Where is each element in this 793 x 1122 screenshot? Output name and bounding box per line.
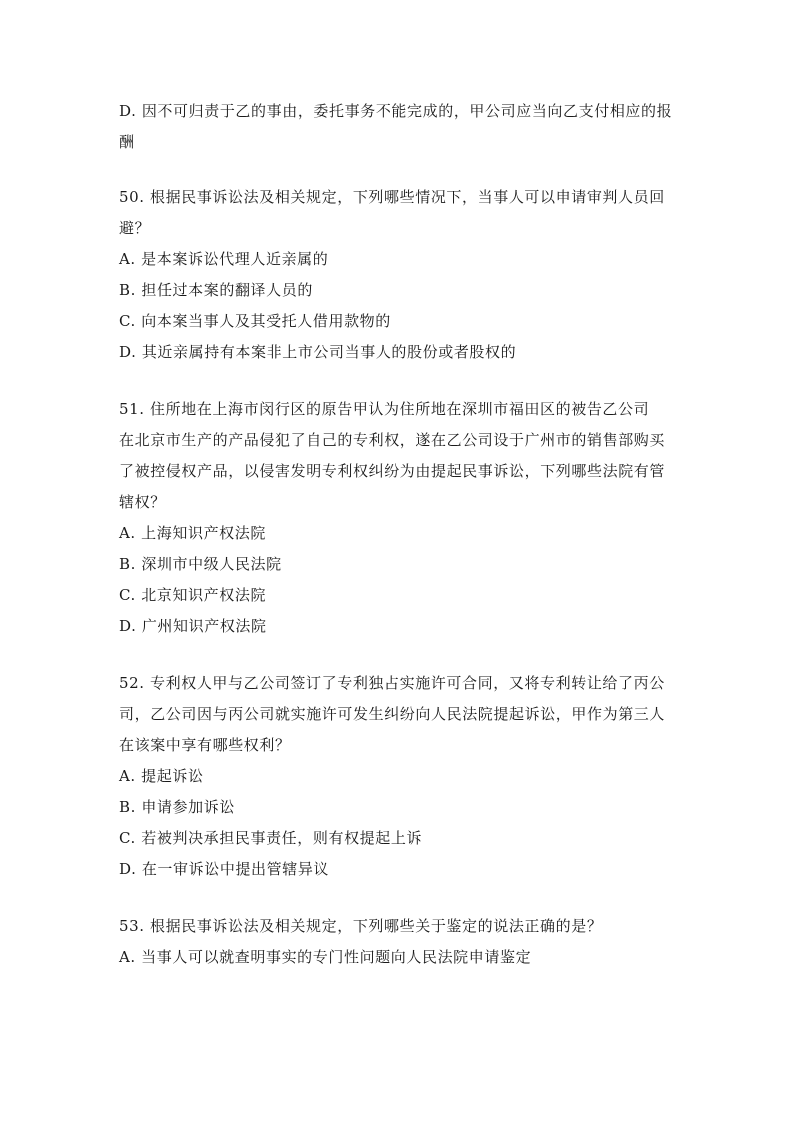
question-stem [119,668,679,761]
stem-line: 避？ [119,219,151,237]
option-d: D. 广州知识产权法院 [119,617,267,635]
previous-question-fragment [119,96,679,158]
stem-line: 50. 根据民事诉讼法及相关规定，下列哪些情况下，当事人可以申请审判人员回 [119,188,665,206]
option-c: C. 若被判决承担民事责任，则有权提起上诉 [119,829,423,847]
stem-line: 53. 根据民事诉讼法及相关规定，下列哪些关于鉴定的说法正确的是？ [119,917,603,935]
option-b: B. 担任过本案的翻译人员的 [119,281,313,299]
stem-line: 51. 住所地在上海市闵行区的原告甲认为住所地在深圳市福田区的被告乙公司 [119,400,650,418]
option-a: A. 上海知识产权法院 [119,524,266,542]
stem-line: 辖权？ [119,493,166,511]
question-stem [119,394,679,518]
fragment-line: D. 因不可归责于乙的事由，委托事务不能完成的，甲公司应当向乙支付相应的报 [119,102,673,120]
document-page [119,96,679,973]
question-50 [119,182,679,368]
question-53 [119,911,679,973]
option-c: C. 向本案当事人及其受托人借用款物的 [119,312,391,330]
question-stem [119,182,679,244]
option-b: B. 申请参加诉讼 [119,798,235,816]
fragment-line: 酬 [119,133,135,151]
option-d: D. 其近亲属持有本案非上市公司当事人的股份或者股权的 [119,343,517,361]
question-51 [119,394,679,642]
stem-line: 了被控侵权产品，以侵害发明专利权纠纷为由提起民事诉讼，下列哪些法院有管 [119,462,666,480]
stem-line: 司，乙公司因与丙公司就实施许可发生纠纷向人民法院提起诉讼，甲作为第三人 [119,705,666,723]
stem-line: 在北京市生产的产品侵犯了自己的专利权，遂在乙公司设于广州市的销售部购买 [119,431,666,449]
question-stem [119,911,679,942]
option-a: A. 提起诉讼 [119,767,204,785]
option-b: B. 深圳市中级人民法院 [119,555,282,573]
stem-line: 52. 专利权人甲与乙公司签订了专利独占实施许可合同，又将专利转让给了丙公 [119,674,665,692]
stem-line: 在该案中享有哪些权利？ [119,736,291,754]
option-a: A. 当事人可以就查明事实的专门性问题向人民法院申请鉴定 [119,948,532,966]
option-d: D. 在一审诉讼中提出管辖异议 [119,860,330,878]
option-a: A. 是本案诉讼代理人近亲属的 [119,250,329,268]
question-52 [119,668,679,885]
option-c: C. 北京知识产权法院 [119,586,267,604]
